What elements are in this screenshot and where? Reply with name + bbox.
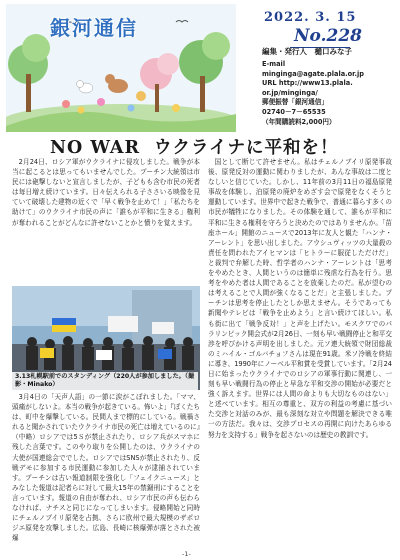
contact-url-cont[interactable]: or.jp/minginga/ bbox=[262, 88, 318, 97]
postal-transfer-label: 郵便振替「銀河通信」 bbox=[262, 98, 328, 107]
editor-credit: 編集・発行人 樋口みな子 bbox=[262, 47, 352, 56]
page-number: -1- bbox=[182, 550, 191, 558]
article-paragraph: 3月4日の「天声人語」の一節に涙がこぼれました。「ママ、頭痛がしないよ。本当の戦争が起きている。怖いよ」『ぼくたちは、町中を爆撃している。民間人まで標的にしている。戦禍されると聞かされていたウクライナ市民の死亡は増えているのに』（中略）ロシアでは5Ｓが禁止されたり、ロシア兵がスマホに残した言葉です。このやり取りを公開したのは、ウクライナの大使が国連総会ででした。ロシアではSNSが禁止されたり、反戦デモに参加する市民運動に参加した人々が逮捕されています。プーチンは古い報道制限を強化し「フェイクニュース」とみなした報道は記者らに対して最大15年の禁錮刑にすることを言っています。報道の自由が奪われ、ロシア市民の声も伝わらなければ、ナチスと同じになってしまいます。侵略開始と同時にチェルノブイリ原発を占拠、さらに欧州で最大規模のザポロジエ原発を攻撃しました。広島、長崎に核爆弾が落とされた被爆 bbox=[12, 393, 200, 543]
contact-block bbox=[262, 60, 396, 127]
newsletter-logo: 銀河通信 bbox=[50, 16, 138, 40]
contact-email-label: E-mail bbox=[262, 60, 286, 68]
article-left-bottom bbox=[12, 392, 200, 548]
issue-number: No.228 bbox=[294, 26, 362, 46]
issue-date: 2022. 3. 15 bbox=[264, 10, 357, 25]
postal-transfer-number: 02740－7－65535 bbox=[262, 107, 326, 116]
headline-peace-ukraine: ウクライナに平和を！ bbox=[154, 138, 339, 158]
article-intro bbox=[12, 157, 200, 283]
headline bbox=[50, 134, 338, 159]
article-right-column bbox=[208, 157, 392, 548]
photo-caption: 3.13札幌駅前でのスタンディング（220人が参加しました。（撮影・Minako） bbox=[12, 372, 198, 390]
subscription-fee: （年間購読料2,000円） bbox=[262, 117, 336, 126]
article-paragraph: 2月24日、ロシア軍がウクライナに侵攻しました。戦争が本当に起こるとは思ってもいませんでした。プーチン大統領は市民には砲撃しないと宣言しましたが、子どもも含む市民の死者は毎日増え続けています。日々伝えられる子ささいる映像を見ていて破壊した建物の近くで「早く戦争を止めて！」「私たちを助けて」のウクライナ市民の声に「誰もが平和に生きる」権利が奪われることがどんなに許せないことかと憤りを覚えます。 bbox=[12, 158, 200, 227]
standing-protest-photo bbox=[12, 286, 200, 390]
headline-no-war: NO WAR bbox=[50, 138, 140, 158]
article-paragraph: 国として断じて許せません。私はチェルノブイリ原発事故後、原発反対の運動に関わりましたが、あんな事故は二度となしいと信じていた。しかし、11年前の3月11日の福島原発事故を体験し、泊原発の廃炉をめざす会で原発をなくそうと運動しています。世界中で起きた戦争で、普通に暮らす多くの市民が犠牲になりました。その体験を通して、誰もが平和に平和に生きる権利を守ろうと決めたのではありませんか。「苗座ホール」開館のニュースで2013年に友人と観た「ハンナ・アーレント」を思い出しました。アウシュヴィッツの大量殺の責任を問われたアイヒマンは「ヒトラーに服従しただけだ」と裁判で弁解した時、哲学者のハンナ・アーレントは「思考をやめたとき、人間というのは簡単に残虐な行為を行う。思考をやめた者は人間であることを放棄したのだ。私が望むのは考えることで人間が強くなることだ」と主張しました。プーチンは思考を停止したとしか思えません。そうであっても新聞やテレビは「戦争を止めよう」と言い続けてほしい。私も街に出て「戦争反対！」と声を上げたい。モスクワでのパラリンピック開会式が2月26日、一刻も早い戦闘停止と和平交渉を呼びかける声明を出しました。元ソ連大統領で財団総裁のミハイル・ゴルバチョフさんは現在91歳。米ソ冷戦を終結に導き、1990年にノーベル平和賞を受賞しています。「2月24日に始まったウクライナでのロシアの軍事行動に関連し、一刻も早い戦闘行為の停止と早急な平和交渉の開始が必要だと強く訴えます。世界には人間の命よりも大切なものはない」と述べています。相互の尊重と、双方の利益の考慮に基づいた交渉と対話のみが、最も深刻な対立や問題を解決できる唯一の方法だ。我々は、交渉プロセスの再開に向けたあらゆる努力を支持する」戦争を起さないのは歴史の教訓です。 bbox=[208, 158, 392, 439]
contact-url[interactable]: URL http://www13.plala. bbox=[262, 79, 353, 88]
contact-email[interactable]: mingingа@agate.plala.or.jp bbox=[262, 69, 364, 78]
masthead-illustration bbox=[6, 4, 236, 132]
